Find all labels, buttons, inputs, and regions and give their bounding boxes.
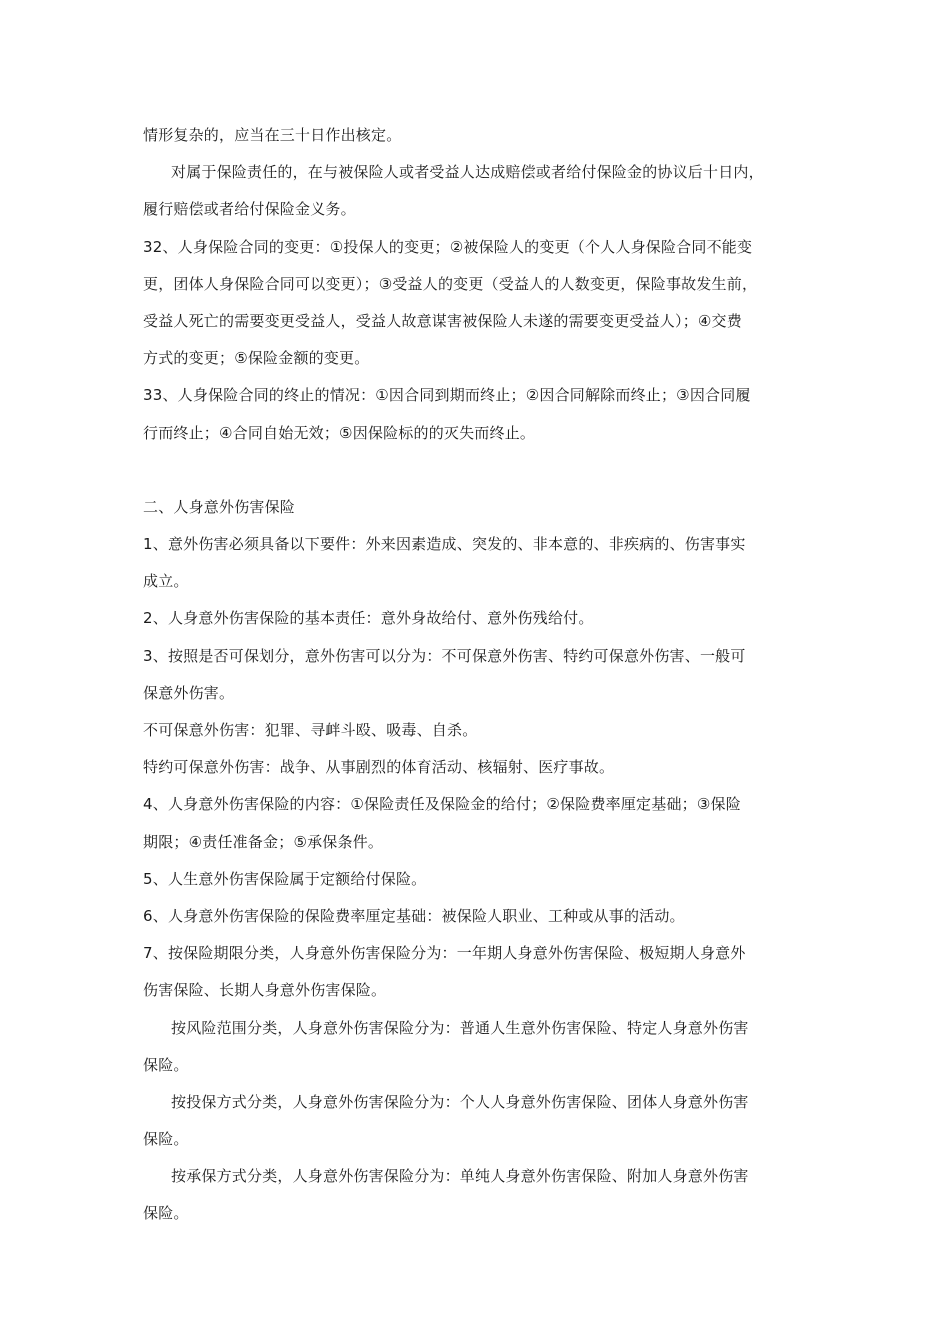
text-line: 按风险范围分类，人身意外伤害保险分为：普通人生意外伤害保险、特定人身意外伤害 (171, 1018, 749, 1037)
text-line: 成立。 (143, 572, 189, 591)
text-line: 不可保意外伤害：犯罪、寻衅斗殴、吸毒、自杀。 (143, 721, 478, 739)
list-item-33: 33、人身保险合同的终止的情况：①因合同到期而终止；②因合同解除而终止；③因合同履 (143, 386, 751, 405)
list-item-1: 1、意外伤害必须具备以下要件：外来因素造成、突发的、非本意的、非疾病的、伤害事实 (143, 535, 746, 554)
list-item-7: 7、按保险期限分类，人身意外伤害保险分为：一年期人身意外伤害保险、极短期人身意外 (143, 944, 746, 963)
text-line: 期限；④责任准备金；⑤承保条件。 (143, 832, 384, 851)
text-line: 伤害保险、长期人身意外伤害保险。 (143, 981, 387, 1000)
text-line: 对属于保险责任的，在与被保险人或者受益人达成赔偿或者给付保险金的协议后十日内， (171, 163, 764, 182)
text-line: 保意外伤害。 (143, 683, 235, 702)
list-item-4: 4、人身意外伤害保险的内容：①保险责任及保险金的给付；②保险费率厘定基础；③保险 (143, 795, 741, 814)
document-body (143, 117, 823, 1233)
text-line: 更，团体人身保险合同可以变更）；③受益人的变更（受益人的人数变更，保险事故发生前， (143, 274, 758, 293)
text-line: 保险。 (143, 1130, 189, 1149)
section-heading: 二、人身意外伤害保险 (143, 497, 296, 516)
list-item-5: 5、人生意外伤害保险属于定额给付保险。 (143, 869, 427, 888)
text-line: 受益人死亡的需要变更受益人，受益人故意谋害被保险人未遂的需要变更受益人）；④交费 (143, 311, 742, 330)
text-line: 保险。 (143, 1055, 189, 1074)
list-item-6: 6、人身意外伤害保险的保险费率厘定基础：被保险人职业、工种或从事的活动。 (143, 906, 685, 925)
text-line: 保险。 (143, 1204, 189, 1223)
text-line: 特约可保意外伤害：战争、从事剧烈的体育活动、核辐射、医疗事故。 (143, 758, 615, 777)
text-line: 按投保方式分类，人身意外伤害保险分为：个人人身意外伤害保险、团体人身意外伤害 (171, 1092, 749, 1111)
text-line: 情形复杂的，应当在三十日作出核定。 (143, 126, 402, 144)
blank-line (143, 452, 823, 489)
text-line: 履行赔偿或者给付保险金义务。 (143, 200, 356, 219)
text-line: 方式的变更；⑤保险金额的变更。 (143, 349, 370, 368)
text-line: 按承保方式分类，人身意外伤害保险分为：单纯人身意外伤害保险、附加人身意外伤害 (171, 1167, 749, 1186)
text-line: 行而终止；④合同自始无效；⑤因保险标的的灭失而终止。 (143, 423, 536, 442)
list-item-3: 3、按照是否可保划分，意外伤害可以分为：不可保意外伤害、特约可保意外伤害、一般可 (143, 646, 746, 665)
list-item-32: 32、人身保险合同的变更：①投保人的变更；②被保险人的变更（个人人身保险合同不能变 (143, 237, 753, 256)
list-item-2: 2、人身意外伤害保险的基本责任：意外身故给付、意外伤残给付。 (143, 609, 594, 628)
